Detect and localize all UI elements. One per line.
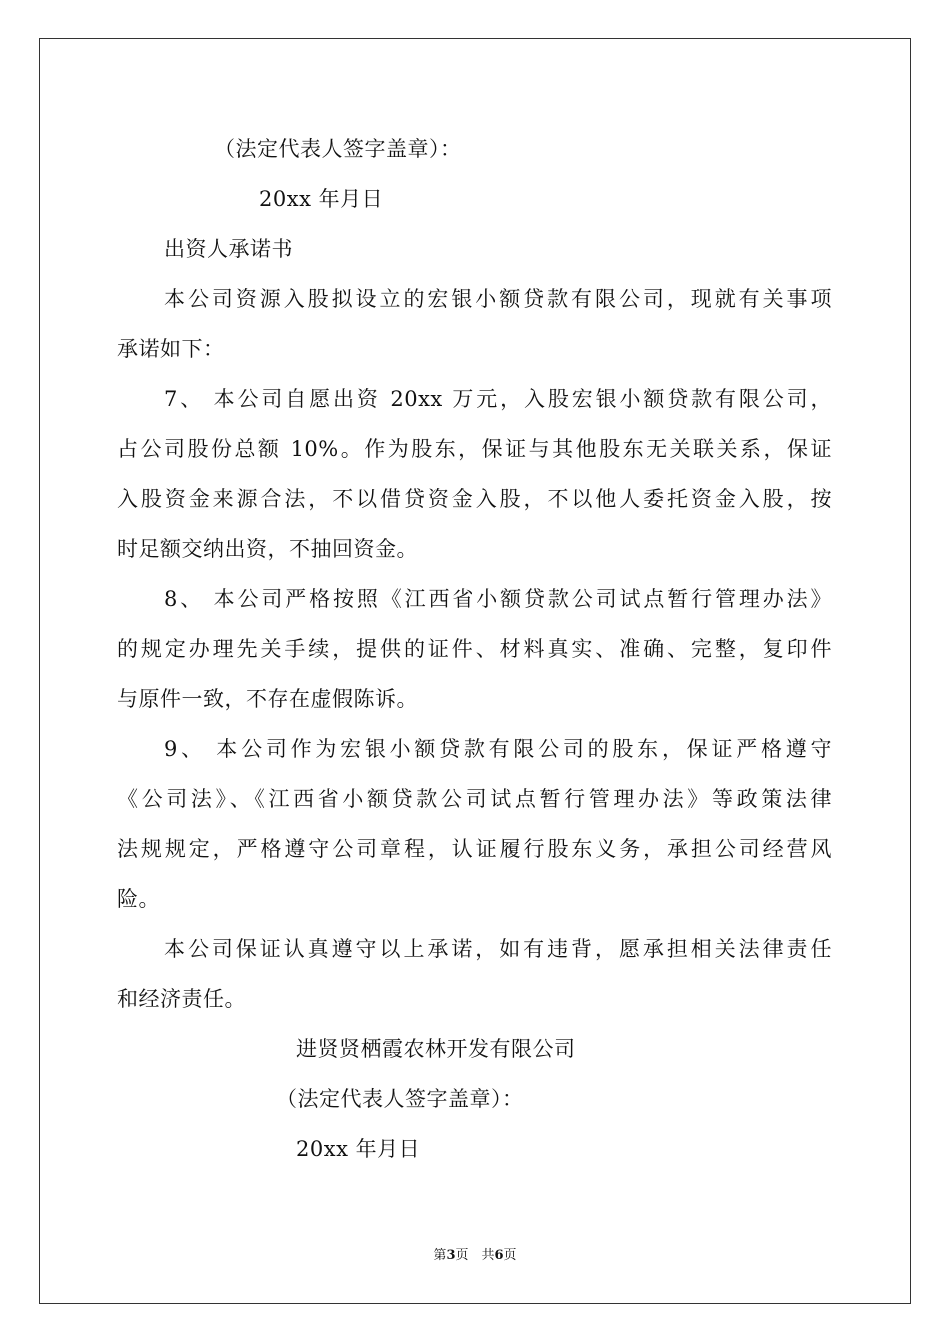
paragraph-line: 法规规定，严格遵守公司章程，认证履行股东义务，承担公司经营风 — [117, 837, 832, 861]
list-item-8: 8、 本公司严格按照《江西省小额贷款公司试点暂行管理办法》 — [164, 587, 832, 611]
list-item-7: 7、 本公司自愿出资 20xx 万元，入股宏银小额贷款有限公司， — [164, 387, 832, 411]
page-suffix: 页 — [503, 1248, 517, 1263]
paragraph-line: 险。 — [117, 887, 160, 911]
page-mid: 页 共 — [455, 1248, 495, 1263]
document-title: 出资人承诺书 — [164, 237, 293, 261]
list-item-9: 9、 本公司作为宏银小额贷款有限公司的股东，保证严格遵守 — [164, 737, 832, 761]
company-name: 进贤贤栖霞农林开发有限公司 — [296, 1037, 576, 1061]
paragraph-line: 和经济责任。 — [117, 987, 246, 1011]
page-border — [39, 38, 911, 1304]
signature-label-bottom: （法定代表人签字盖章）： — [276, 1087, 524, 1111]
paragraph-line: 本公司保证认真遵守以上承诺，如有违背，愿承担相关法律责任 — [164, 937, 832, 961]
page-current: 3 — [446, 1248, 456, 1263]
page-total: 6 — [494, 1248, 504, 1263]
paragraph-line: 占公司股份总额 10%。作为股东，保证与其他股东无关联关系，保证 — [117, 437, 832, 461]
paragraph-line: 时足额交纳出资，不抽回资金。 — [117, 537, 418, 561]
paragraph-line: 《公司法》、《江西省小额贷款公司试点暂行管理办法》等政策法律 — [117, 787, 832, 811]
paragraph-line: 本公司资源入股拟设立的宏银小额贷款有限公司，现就有关事项 — [164, 287, 832, 311]
page-prefix: 第 — [433, 1248, 447, 1263]
paragraph-line: 的规定办理先关手续，提供的证件、材料真实、准确、完整，复印件 — [117, 637, 832, 661]
date-line-top: 20xx 年月日 — [259, 187, 384, 211]
page-number-footer — [0, 1247, 950, 1265]
paragraph-line: 承诺如下： — [117, 337, 225, 361]
paragraph-line: 与原件一致，不存在虚假陈诉。 — [117, 687, 418, 711]
paragraph-line: 入股资金来源合法，不以借贷资金入股，不以他人委托资金入股，按 — [117, 487, 832, 511]
date-line-bottom: 20xx 年月日 — [296, 1137, 421, 1161]
signature-label-top: （法定代表人签字盖章）： — [214, 137, 462, 161]
